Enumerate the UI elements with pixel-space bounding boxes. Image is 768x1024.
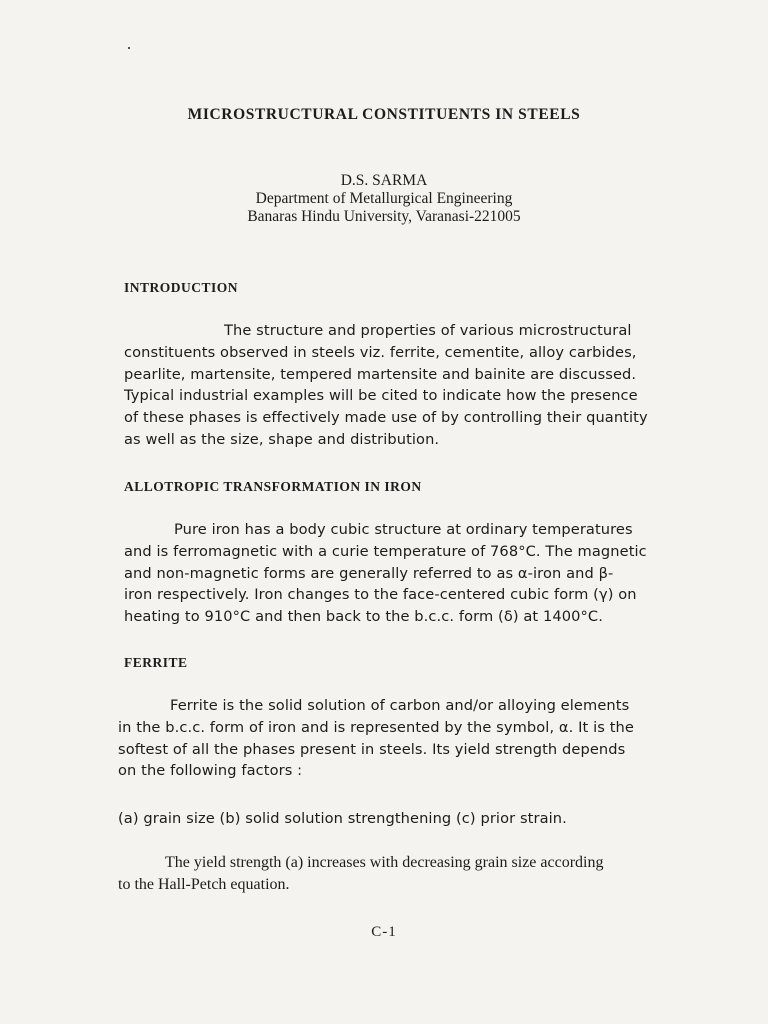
scan-speck (128, 47, 130, 49)
section-heading-ferrite: FERRITE (124, 655, 188, 670)
paragraph-line: pearlite, martensite, tempered martensite and bainite are discussed. (124, 365, 637, 383)
paragraph-line: and is ferromagnetic with a curie temperature of 768°C. The magnetic (124, 542, 647, 560)
ferrite-paragraph (118, 695, 648, 782)
ferrite-factors (118, 808, 648, 830)
paragraph-line: The structure and properties of various microstructural (224, 322, 632, 339)
document-title: MICROSTRUCTURAL CONSTITUENTS IN STEELS (187, 106, 581, 123)
paragraph-line: of these phases is effectively made use of by controlling their quantity (124, 409, 648, 427)
paragraph-line: Ferrite is the solid solution of carbon and/or alloying elements (170, 697, 630, 714)
paragraph-line: softest of all the phases present in steels. Its yield strength depends (118, 740, 626, 758)
paragraph-line: Typical industrial examples will be cited to indicate how the presence (124, 387, 638, 405)
paragraph-line: constituents observed in steels viz. ferrite, cementite, alloy carbides, (124, 343, 637, 361)
author-block (0, 172, 768, 226)
allotropic-paragraph (124, 519, 654, 628)
yield-paragraph (118, 852, 658, 896)
paragraph-line: Pure iron has a body cubic structure at ordinary temperatures (174, 521, 633, 538)
paragraph-line: heating to 910°C and then back to the b.c.c. form (δ) at 1400°C. (124, 608, 603, 626)
paragraph-line: on the following factors : (118, 762, 303, 780)
paragraph-line: The yield strength (a) increases with decreasing grain size according (165, 854, 604, 871)
author-department: Department of Metallurgical Engineering (255, 190, 513, 207)
introduction-paragraph (124, 320, 654, 451)
paragraph-line: iron respectively. Iron changes to the face-centered cubic form (γ) on (124, 586, 637, 604)
author-name: D.S. SARMA (340, 172, 428, 189)
paragraph-line: as well as the size, shape and distribution. (124, 430, 440, 448)
section-heading-introduction: INTRODUCTION (124, 280, 239, 295)
factors-line: (a) grain size (b) solid solution strengthening (c) prior strain. (118, 810, 567, 827)
author-institution: Banaras Hindu University, Varanasi-221005 (247, 208, 521, 225)
page-number: C-1 (371, 924, 397, 940)
paragraph-line: and non-magnetic forms are generally referred to as α-iron and β- (124, 564, 614, 582)
paragraph-line: in the b.c.c. form of iron and is represented by the symbol, α. It is the (118, 718, 634, 736)
section-heading-allotropic: ALLOTROPIC TRANSFORMATION IN IRON (124, 479, 422, 494)
paragraph-line: to the Hall-Petch equation. (118, 876, 290, 893)
